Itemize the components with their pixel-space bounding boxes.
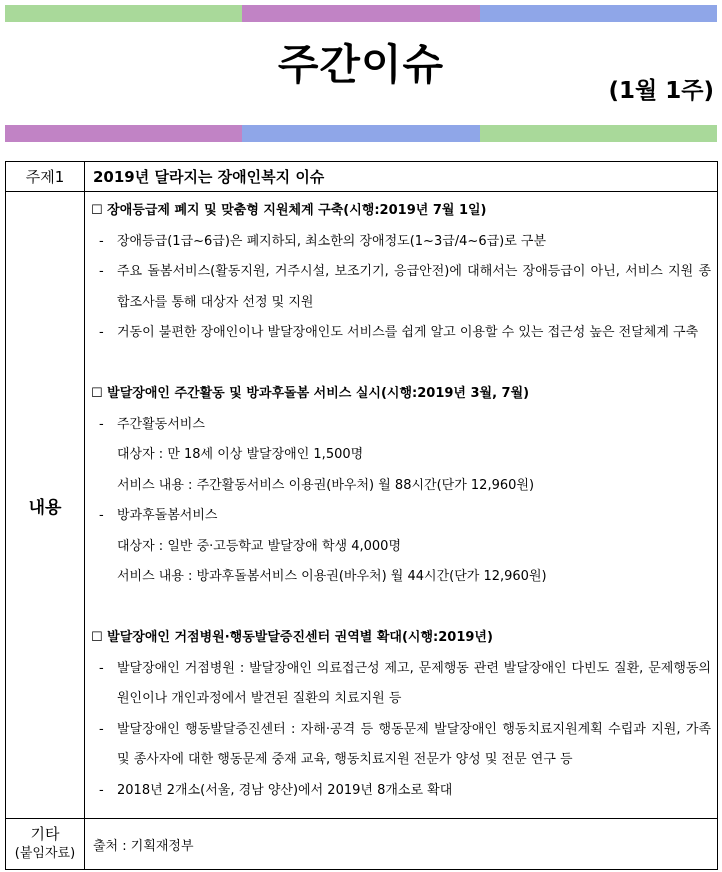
- list-subitem: 서비스 내용 : 방과후돌봄서비스 이용권(바우처) 월 44시간(단가 12,960원): [117, 569, 547, 584]
- section-heading: ☐ 발달장애인 거점병원·행동발달증진센터 권역별 확대(시행:2019년): [91, 630, 493, 645]
- topic-row: [6, 162, 718, 192]
- topic-title: 2019년 달라지는 장애인복지 이슈: [85, 162, 718, 192]
- content-label: 내용: [6, 192, 85, 819]
- list-item: - 2018년 2개소(서울, 경남 양산)에서 2019년 8개소로 확대: [91, 776, 711, 807]
- list-subitem: 대상자 : 일반 중·고등학교 발달장애 학생 4,000명: [117, 538, 402, 554]
- top-bar-green-segment: [5, 5, 242, 22]
- issue-table: [5, 161, 718, 870]
- week-label: (1월 1주): [608, 78, 714, 104]
- top-bar-purple-segment: [242, 5, 479, 22]
- section-heading: ☐ 장애등급제 폐지 및 맞춤형 지원체계 구축(시행:2019년 7월 1일): [91, 203, 487, 218]
- etc-label-cell: [6, 819, 85, 870]
- top-bar-blue-segment: [480, 5, 717, 22]
- section-heading: ☐ 발달장애인 주간활동 및 방과후돌봄 서비스 실시(시행:2019년 3월, 7월): [91, 386, 530, 401]
- list-item: - 방과후돌봄서비스: [91, 501, 711, 532]
- bottom-color-bar: [5, 125, 717, 142]
- etc-sublabel: (붙임자료): [14, 846, 76, 861]
- bottom-bar-green-segment: [480, 125, 717, 142]
- list-subitem: 서비스 내용 : 주간활동서비스 이용권(바우처) 월 88시간(단가 12,960원): [117, 477, 535, 493]
- list-item: - 주간활동서비스: [91, 410, 711, 441]
- bottom-bar-blue-segment: [242, 125, 479, 142]
- list-subitem: 대상자 : 만 18세 이상 발달장애인 1,500명: [117, 447, 364, 462]
- list-item: - 거동이 불편한 장애인이나 발달장애인도 서비스를 쉽게 알고 이용할 수 있는 접근성 높은 전달체계 구축: [91, 318, 711, 349]
- etc-label: 기타: [30, 825, 60, 843]
- topic-label: 주제1: [6, 162, 85, 192]
- list-item: - 주요 돌봄서비스(활동지원, 거주시설, 보조기기, 응급안전)에 대해서는 장애등급이 아닌, 서비스 지원 종합조사를 통해 대상자 선정 및 지원: [91, 257, 711, 318]
- bottom-bar-purple-segment: [5, 125, 242, 142]
- content-cell: [85, 192, 718, 819]
- section-spacer: [91, 593, 711, 624]
- list-item: - 발달장애인 행동발달증진센터 : 자해·공격 등 행동문제 발달장애인 행동치료지원계획 수립과 지원, 가족 및 종사자에 대한 행동문제 중재 교육, 행동치료지원 전문가 양성 및 전문 연구 등: [91, 715, 711, 776]
- content-row: [6, 192, 718, 819]
- page-title: 주간이슈: [277, 40, 445, 89]
- top-color-bar: [5, 5, 717, 22]
- list-item: - 장애등급(1급~6급)은 폐지하되, 최소한의 장애정도(1~3급/4~6급)로 구분: [91, 227, 711, 258]
- source-text: 출처 : 기획재정부: [85, 819, 718, 870]
- section-spacer: [91, 349, 711, 380]
- list-item: - 발달장애인 거점병원 : 발달장애인 의료접근성 제고, 문제행동 관련 발달장애인 다빈도 질환, 문제행동의 원인이나 개인과정에서 발견된 질환의 치료지원 등: [91, 654, 711, 715]
- etc-row: [6, 819, 718, 870]
